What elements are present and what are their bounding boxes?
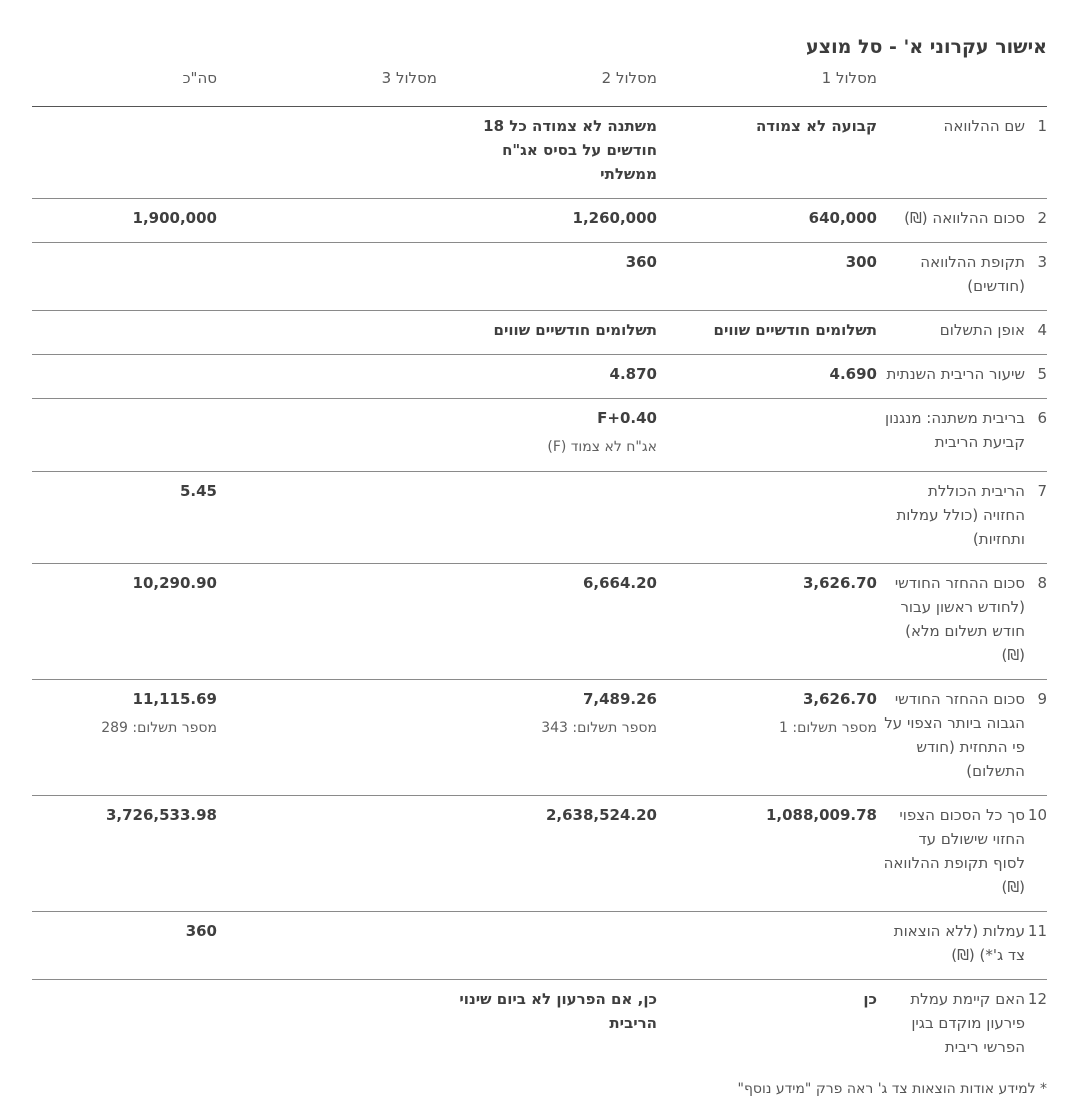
row-label-cell (877, 399, 1025, 472)
table-row (32, 680, 1047, 796)
row-label: שם ההלוואה (943, 117, 1025, 135)
cell-total (32, 796, 217, 912)
cell-m2 (437, 680, 657, 796)
row-label: הריבית הכוללת החזויה (כולל עמלות ותחזיות) (896, 482, 1025, 548)
cell-m1 (657, 199, 877, 243)
table-row (32, 912, 1047, 980)
cell-m2 (437, 107, 657, 199)
row-label: אופן התשלום (939, 321, 1025, 339)
table-row (32, 980, 1047, 1072)
cell-total (32, 311, 217, 355)
row-label: עמלות (ללא הוצאות צד ג'*) (₪) (893, 922, 1025, 964)
cell-m3 (217, 243, 437, 311)
cell-m2 (437, 472, 657, 564)
cell-m2-sub: אג"ח לא צמוד (F) (547, 439, 657, 455)
header-total: סה"כ (32, 66, 217, 107)
cell-total (32, 680, 217, 796)
cell-total (32, 199, 217, 243)
loan-basket-table (32, 66, 1047, 1071)
row-label-cell (877, 796, 1025, 912)
cell-total (32, 564, 217, 680)
cell-m3 (217, 680, 437, 796)
row-label: סכום ההחזר החודשי הגבוה ביותר הצפוי על פי התחזית (חודש התשלום) (884, 690, 1025, 780)
cell-m3 (217, 399, 437, 472)
cell-total-value: 10,290.90 (132, 574, 217, 592)
cell-m2-value: משתנה לא צמודה כל 18 חודשים על בסיס אג"ח ממשלתי (483, 117, 657, 183)
cell-m3 (217, 199, 437, 243)
row-number: 2 (1037, 209, 1047, 227)
row-label-cell (877, 564, 1025, 680)
row-number: 6 (1037, 409, 1047, 427)
cell-m2-value: F+0.40 (597, 409, 657, 427)
row-label: האם קיימת עמלת פירעון מוקדם בגין הפרשי ריבית (910, 990, 1025, 1056)
row-number: 1 (1037, 117, 1047, 135)
header-track-1: מסלול 1 (657, 66, 877, 107)
cell-m1 (657, 564, 877, 680)
row-label-cell (877, 472, 1025, 564)
row-label: בריבית משתנה: מנגנון קביעת הריבית (884, 409, 1025, 451)
row-label-cell (877, 199, 1025, 243)
cell-m2 (437, 564, 657, 680)
cell-m1-value: 3,626.70 (802, 690, 877, 708)
cell-m2 (437, 199, 657, 243)
cell-m1 (657, 912, 877, 980)
cell-m1-value: 1,088,009.78 (765, 806, 877, 824)
cell-m1 (657, 680, 877, 796)
row-label: סך כל הסכום הצפוי החזוי שישולם עד לסוף תקופת ההלוואה (₪) (883, 806, 1025, 896)
cell-m2-sub: מספר תשלום: 343 (541, 720, 657, 736)
row-number: 4 (1037, 321, 1047, 339)
cell-m3 (217, 796, 437, 912)
cell-m3 (217, 912, 437, 980)
cell-m2 (437, 796, 657, 912)
table-row (32, 199, 1047, 243)
cell-m2 (437, 243, 657, 311)
table-row (32, 399, 1047, 472)
cell-total-value: 1,900,000 (132, 209, 217, 227)
cell-m2-value: כן, אם הפרעון לא ביום שינוי הריבית (459, 990, 657, 1032)
cell-m2-value: 4.870 (609, 365, 657, 383)
table-row (32, 355, 1047, 399)
cell-m2 (437, 355, 657, 399)
cell-m2-value: 6,664.20 (582, 574, 657, 592)
cell-total (32, 243, 217, 311)
row-label-cell (877, 311, 1025, 355)
page-title: אישור עקרוני א' - סל מוצע (806, 36, 1047, 58)
row-label: סכום ההחזר החודשי (לחודש ראשון עבור חודש תשלום מלא) (₪) (894, 574, 1025, 664)
cell-m2-value: 360 (625, 253, 657, 271)
table-header-row (32, 66, 1047, 107)
cell-total (32, 107, 217, 199)
row-label: תקופת ההלוואה (חודשים) (920, 253, 1025, 295)
cell-m1 (657, 243, 877, 311)
cell-m3 (217, 107, 437, 199)
cell-m2-value: 2,638,524.20 (545, 806, 657, 824)
cell-m1 (657, 472, 877, 564)
cell-m1 (657, 399, 877, 472)
cell-m3 (217, 564, 437, 680)
row-number: 9 (1037, 690, 1047, 708)
header-track-3: מסלול 3 (217, 66, 437, 107)
cell-total (32, 355, 217, 399)
header-track-2: מסלול 2 (437, 66, 657, 107)
cell-total-value: 360 (185, 922, 217, 940)
cell-m2 (437, 912, 657, 980)
table-row (32, 472, 1047, 564)
header-num (1025, 66, 1047, 107)
footnote: * למידע אודות הוצאות צד ג' ראה פרק "מידע נוסף" (737, 1081, 1047, 1097)
cell-m2-value: 1,260,000 (572, 209, 657, 227)
cell-m1-value: תשלומים חודשיים שווים (713, 321, 877, 339)
row-label-cell (877, 243, 1025, 311)
row-number: 11 (1027, 922, 1047, 940)
row-label-cell (877, 680, 1025, 796)
cell-m1-value: כן (863, 990, 877, 1008)
cell-total-sub: מספר תשלום: 289 (101, 720, 217, 736)
cell-m2-value: תשלומים חודשיים שווים (493, 321, 657, 339)
table-row (32, 243, 1047, 311)
approval-document (32, 28, 1047, 1097)
cell-m1-value: 4.690 (829, 365, 877, 383)
cell-total-value: 3,726,533.98 (105, 806, 217, 824)
row-label-cell (877, 107, 1025, 199)
row-number: 3 (1037, 253, 1047, 271)
cell-m1-value: 300 (845, 253, 877, 271)
cell-m1 (657, 796, 877, 912)
row-label-cell (877, 355, 1025, 399)
cell-m1-value: 640,000 (808, 209, 877, 227)
cell-m3 (217, 980, 437, 1072)
cell-m1-value: 3,626.70 (802, 574, 877, 592)
table-row (32, 311, 1047, 355)
cell-m2 (437, 399, 657, 472)
cell-m1 (657, 107, 877, 199)
cell-total-value: 11,115.69 (132, 690, 217, 708)
table-row (32, 796, 1047, 912)
table-row (32, 564, 1047, 680)
cell-total (32, 472, 217, 564)
cell-m2 (437, 311, 657, 355)
cell-m2-value: 7,489.26 (582, 690, 657, 708)
cell-m1-sub: מספר תשלום: 1 (779, 720, 877, 736)
cell-total (32, 912, 217, 980)
row-label: שיעור הריבית השנתית (886, 365, 1025, 383)
header-label (877, 66, 1025, 107)
row-label: סכום ההלוואה (₪) (904, 209, 1025, 227)
row-number: 10 (1027, 806, 1047, 824)
cell-total-value: 5.45 (179, 482, 217, 500)
row-label-cell (877, 980, 1025, 1072)
row-label-cell (877, 912, 1025, 980)
cell-m1-value: קבועה לא צמודה (756, 117, 877, 135)
cell-m2 (437, 980, 657, 1072)
cell-m1 (657, 311, 877, 355)
row-number: 12 (1027, 990, 1047, 1008)
cell-m1 (657, 355, 877, 399)
cell-m3 (217, 472, 437, 564)
cell-m1 (657, 980, 877, 1072)
cell-m3 (217, 311, 437, 355)
row-number: 5 (1037, 365, 1047, 383)
row-number: 7 (1037, 482, 1047, 500)
cell-m3 (217, 355, 437, 399)
table-row (32, 107, 1047, 199)
cell-total (32, 399, 217, 472)
row-number: 8 (1037, 574, 1047, 592)
cell-total (32, 980, 217, 1072)
